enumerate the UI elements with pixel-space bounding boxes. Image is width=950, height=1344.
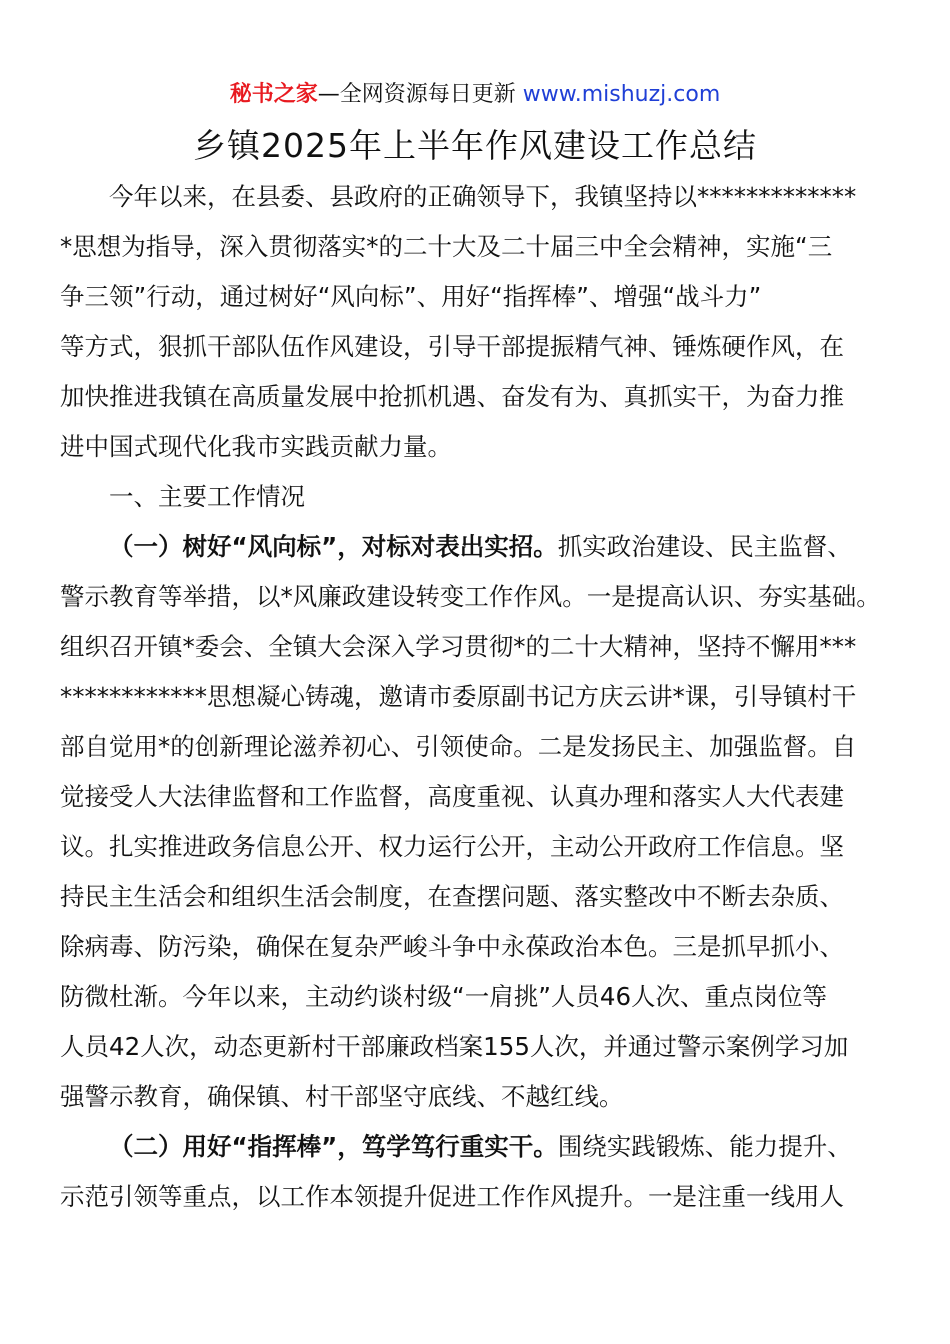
paragraph-text: 抓实政治建设、民主监督、 xyxy=(557,532,852,561)
paragraph-line: 今年以来，在县委、县政府的正确领导下，我镇坚持以************* xyxy=(109,182,857,211)
document-title: 乡镇2025年上半年作风建设工作总结 xyxy=(193,126,757,165)
document-body xyxy=(60,172,920,1222)
subsection-heading-1: （一）树好“风向标”，对标对表出实招。 xyxy=(109,532,558,561)
paragraph-line: 强警示教育，确保镇、村干部坚守底线、不越红线。 xyxy=(60,1082,624,1111)
subsection-heading-2: （二）用好“指挥棒”，笃学笃行重实干。 xyxy=(109,1132,558,1161)
paragraph-line: 持民主生活会和组织生活会制度，在查摆问题、落实整改中不断去杂质、 xyxy=(60,882,844,911)
paragraph-line: 人员42人次，动态更新村干部廉政档案155人次，并通过警示案例学习加 xyxy=(60,1032,849,1061)
subsection-line xyxy=(60,1122,920,1172)
site-banner xyxy=(0,80,950,110)
paragraph-line: 加快推进我镇在高质量发展中抢抓机遇、奋发有为、真抓实干，为奋力推 xyxy=(60,382,844,411)
paragraph-line: 争三领”行动，通过树好“风向标”、用好“指挥棒”、增强“战斗力” xyxy=(60,282,762,311)
brand-name: 秘书之家 xyxy=(229,82,318,107)
paragraph-line: 示范引领等重点，以工作本领提升促进工作作风提升。一是注重一线用人 xyxy=(60,1182,844,1211)
paragraph-line: 除病毒、防污染，确保在复杂严峻斗争中永葆政治本色。三是抓早抓小、 xyxy=(60,932,844,961)
paragraph-line: 组织召开镇*委会、全镇大会深入学习贯彻*的二十大精神，坚持不懈用*** xyxy=(60,632,857,661)
section-heading: 一、主要工作情况 xyxy=(109,482,305,511)
paragraph-line: 等方式，狠抓干部队伍作风建设，引导干部提振精气神、锤炼硬作风，在 xyxy=(60,332,844,361)
paragraph-line: ************思想凝心铸魂，邀请市委原副书记方庆云讲*课，引导镇村干 xyxy=(60,682,857,711)
paragraph-line: 防微杜渐。今年以来，主动约谈村级“一肩挑”人员46人次、重点岗位等 xyxy=(60,982,828,1011)
paragraph-text: 围绕实践锻炼、能力提升、 xyxy=(557,1132,852,1161)
paragraph-line: 觉接受人大法律监督和工作监督，高度重视、认真办理和落实人大代表建 xyxy=(60,782,844,811)
banner-tagline: —全网资源每日更新 xyxy=(317,82,523,107)
site-url: www.mishuzj.com xyxy=(522,82,721,107)
paragraph-line: 警示教育等举措，以*风廉政建设转变工作作风。一是提高认识、夯实基础。 xyxy=(60,582,881,611)
paragraph-line: 议。扎实推进政务信息公开、权力运行公开，主动公开政府工作信息。坚 xyxy=(60,832,844,861)
paragraph-line: 进中国式现代化我市实践贡献力量。 xyxy=(60,432,452,461)
paragraph-line: 部自觉用*的创新理论滋养初心、引领使命。二是发扬民主、加强监督。自 xyxy=(60,732,857,761)
paragraph-line: *思想为指导，深入贯彻落实*的二十大及二十届三中全会精神，实施“三 xyxy=(60,232,833,261)
subsection-line xyxy=(60,522,920,572)
